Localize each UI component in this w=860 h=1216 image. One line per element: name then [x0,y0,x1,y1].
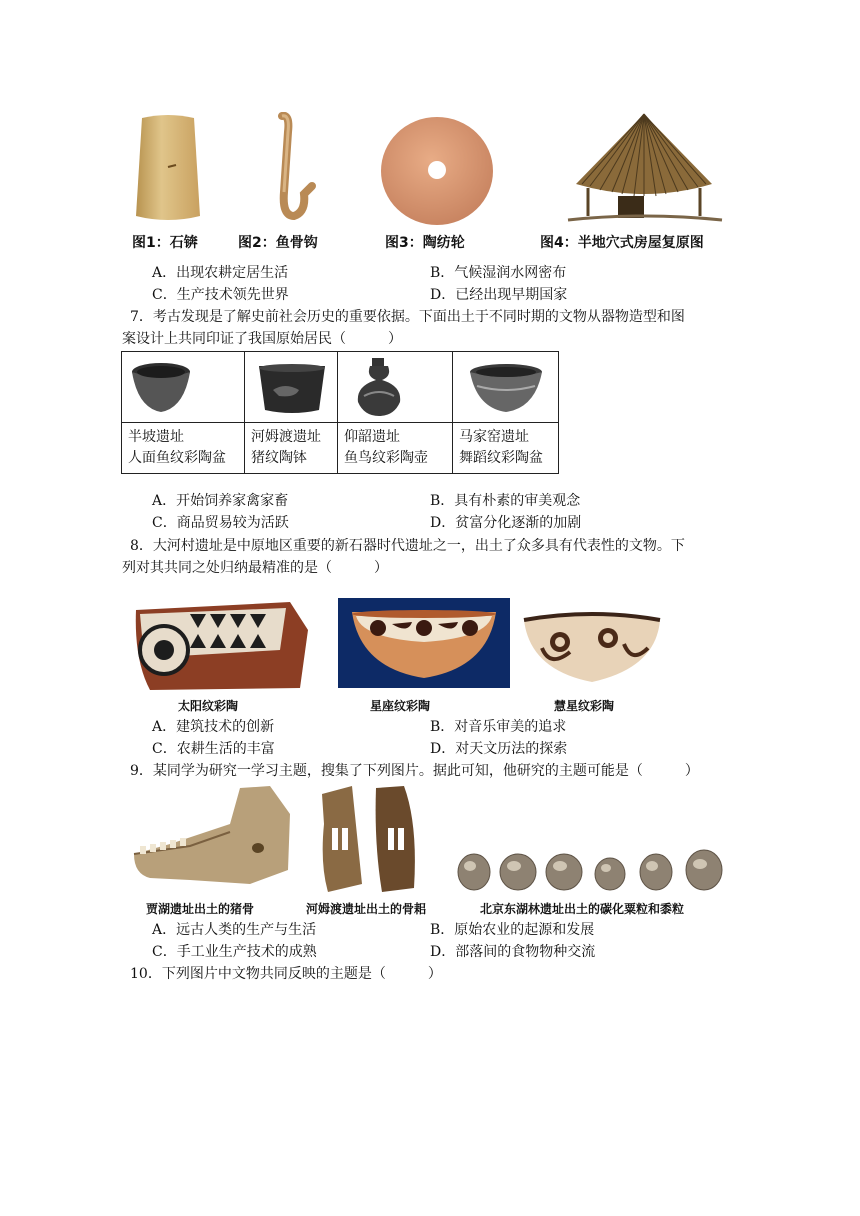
sun-pattern-pottery-image [130,600,314,692]
q9-option-c: C．手工业生产技术的成熟 [152,944,317,960]
q8-option-a: A．建筑技术的创新 [152,719,275,735]
painted-pot-image [352,356,406,418]
q6-option-c: C．生产技术领先世界 [152,287,289,303]
q8-caption-3: 慧星纹彩陶 [554,699,615,713]
q9-stem: 9．某同学为研究一学习主题，搜集了下列图片。据此可知，他研究的主题可能是（ ） [130,763,699,779]
q7-item-2: 猪纹陶钵 [251,450,307,466]
q8-option-b: B．对音乐审美的追求 [430,719,567,735]
q6-option-a: A．出现农耕定居生活 [152,265,289,281]
q7-image-cell-2 [245,352,338,423]
painted-basin-image [130,360,192,416]
q7-image-cell-3 [338,352,453,423]
q9-caption-2: 河姆渡遗址出土的骨耜 [306,902,427,916]
carbonized-grains-image [452,842,732,896]
q7-stem-line-2: 案设计上共同印证了我国原始居民（ ） [122,331,402,347]
q7-item-4: 舞蹈纹彩陶盆 [459,450,543,466]
q10-stem: 10．下列图片中文物共同反映的主题是（ ） [130,966,442,982]
q9-option-b: B．原始农业的起源和发展 [430,922,595,938]
q8-caption-1: 太阳纹彩陶 [178,699,239,713]
q7-site-3: 仰韶遗址 [344,429,400,445]
q7-stem-line-1: 7．考古发现是了解史前社会历史的重要依据。下面出土于不同时期的文物从器物造型和图 [130,309,685,325]
figure-caption-4: 图4：半地穴式房屋复原图 [540,235,704,251]
q8-option-d: D．对天文历法的探索 [430,741,568,757]
q8-option-c: C．农耕生活的丰富 [152,741,275,757]
dancing-pattern-basin-image [467,362,545,414]
q8-stem-line-2: 列对其共同之处归纳最精准的是（ ） [122,560,388,576]
pottery-spindle-whorl-image [378,114,496,228]
fish-bone-hook-image [260,112,320,230]
q7-item-1: 人面鱼纹彩陶盆 [128,450,226,466]
pig-bone-image [130,784,296,896]
figure-caption-3: 图3：陶纺轮 [385,235,465,251]
q7-option-b: B．具有朴素的审美观念 [430,493,581,509]
q7-image-cell-1 [122,352,245,423]
q8-caption-2: 星座纹彩陶 [370,699,431,713]
semi-subterranean-house-image [560,112,728,226]
q7-image-cell-4 [453,352,559,423]
q7-site-4: 马家窑遗址 [459,429,529,445]
q6-option-d: D．已经出现早期国家 [430,287,568,303]
bone-spade-image [318,784,424,896]
q7-site-2: 河姆渡遗址 [251,429,321,445]
q9-caption-3: 北京东湖林遗址出土的碳化粟粒和黍粒 [480,902,685,916]
q7-caption-cell-1 [122,423,245,474]
q7-option-a: A．开始饲养家禽家畜 [152,493,289,509]
figure-caption-1: 图1：石锛 [132,235,198,251]
q9-option-d: D．部落间的食物物种交流 [430,944,596,960]
constellation-pattern-pottery-image [338,598,510,688]
q7-caption-cell-4 [453,423,559,474]
q7-caption-cell-2 [245,423,338,474]
q7-artifact-table [121,351,559,474]
q7-caption-cell-3 [338,423,453,474]
q8-stem-line-1: 8．大河村遗址是中原地区重要的新石器时代遗址之一，出土了众多具有代表性的文物。下 [130,538,685,554]
comet-pattern-pottery-image [520,608,664,686]
q9-option-a: A．远古人类的生产与生活 [152,922,317,938]
q6-option-b: B．气候湿润水网密布 [430,265,567,281]
q7-site-1: 半坡遗址 [128,429,184,445]
q9-caption-1: 贾湖遗址出土的猪骨 [146,902,255,916]
stone-adze-image [128,112,208,226]
q7-option-c: C．商品贸易较为活跃 [152,515,289,531]
pig-pattern-bowl-image [255,362,329,416]
figure-caption-2: 图2：鱼骨钩 [238,235,318,251]
q7-option-d: D．贫富分化逐渐的加剧 [430,515,582,531]
q7-item-3: 鱼鸟纹彩陶壶 [344,450,428,466]
